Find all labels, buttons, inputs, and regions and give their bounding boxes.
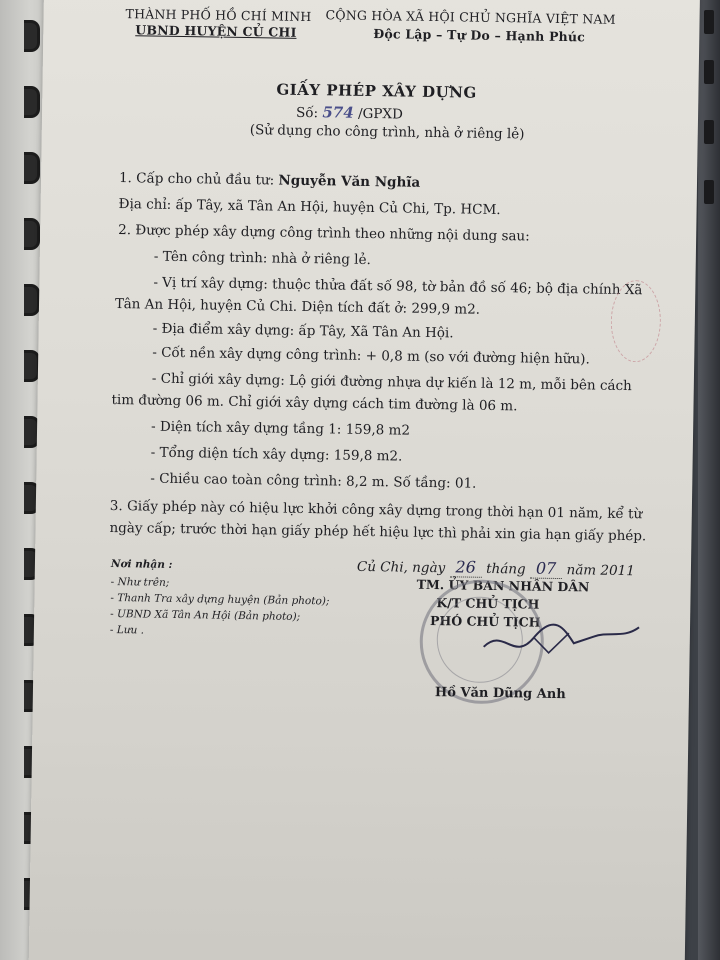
item-3-cont: ngày cấp; trước thời hạn giấy phép hết hiệu lực thì phải xin gia hạn giấy phép.	[109, 519, 647, 545]
line-location: - Vị trí xây dựng: thuộc thửa đất số 98, tờ bản đồ số 46; bộ địa chính Xã	[153, 274, 643, 299]
handwritten-signature-icon	[473, 607, 644, 680]
line-location-cont: Tân An Hội, huyện Củ Chi. Diện tích đất ở: 299,9 m2.	[114, 296, 481, 318]
binder-tab	[704, 10, 714, 34]
permit-number-label: Số:	[295, 104, 319, 122]
signer-name: Hồ Văn Dũng Anh	[434, 685, 566, 703]
line-area-floor1: - Diện tích xây dựng tầng 1: 159,8 m2	[150, 418, 411, 439]
binder-tab	[704, 180, 714, 204]
date-day: 26	[449, 557, 482, 578]
permit-page	[28, 0, 699, 960]
recipient-item: - Lưu .	[109, 623, 145, 637]
line-boundary: - Chỉ giới xây dựng: Lộ giới đường nhựa dự kiến là 12 m, mỗi bên cách	[151, 370, 632, 395]
line-floor-level: - Cốt nền xây dựng công trình: + 0,8 m (so với đường hiện hữu).	[152, 344, 590, 368]
owner-name: Nguyễn Văn Nghĩa	[278, 172, 421, 191]
signer-org: TM. ỦY BAN NHÂN DÂN	[416, 576, 590, 595]
approval-stamp-icon	[610, 280, 661, 363]
line-site: - Địa điểm xây dựng: ấp Tây, Xã Tân An Hội.	[152, 320, 454, 342]
permit-number-suffix: /GPXD	[357, 105, 404, 123]
header-republic: CỘNG HÒA XÃ HỘI CHỦ NGHĨA VIỆT NAM	[325, 7, 616, 27]
permit-number	[296, 103, 403, 123]
binder-right-edge	[698, 0, 720, 960]
binder-ring-icon	[24, 152, 40, 184]
item-1-label: 1. Cấp cho chủ đầu tư:	[118, 170, 275, 189]
date-month: 07	[530, 559, 563, 580]
permit-number-value: 574	[322, 103, 354, 122]
recipient-item: - UBND Xã Tân An Hội (Bản photo);	[110, 607, 301, 623]
recipient-item: - Như trên;	[110, 575, 170, 589]
permit-usage: (Sử dụng cho công trình, nhà ở riêng lẻ)	[249, 122, 525, 143]
line-project-name: - Tên công trình: nhà ở riêng lẻ.	[153, 248, 371, 269]
header-district: UBND HUYỆN CỦ CHI	[135, 22, 297, 40]
date-year: năm 2011	[566, 562, 635, 580]
item-1	[119, 170, 420, 191]
date-prefix: Củ Chi, ngày	[356, 558, 446, 577]
date-month-label: tháng	[486, 560, 526, 578]
binder-ring-icon	[24, 218, 40, 250]
binder-tab	[704, 120, 714, 144]
binder-ring-icon	[24, 284, 40, 316]
line-height: - Chiều cao toàn công trình: 8,2 m. Số tầng: 01.	[150, 470, 477, 492]
item-3: 3. Giấy phép này có hiệu lực khởi công xây dựng trong thời hạn 01 năm, kể từ	[109, 497, 643, 523]
signer-position: PHÓ CHỦ TỊCH	[429, 612, 541, 630]
header-city: THÀNH PHỐ HỒ CHÍ MINH	[125, 6, 312, 25]
binder-ring-icon	[24, 86, 40, 118]
binder-ring-icon	[24, 20, 40, 52]
recipients-title: Nơi nhận :	[110, 557, 173, 571]
page-title: GIẤY PHÉP XÂY DỰNG	[276, 80, 477, 102]
item-2-title: 2. Được phép xây dựng công trình theo những nội dung sau:	[118, 222, 530, 245]
binder-tab	[704, 60, 714, 84]
recipient-item: - Thanh Tra xây dựng huyện (Bản photo);	[110, 591, 330, 608]
issue-date	[357, 556, 635, 579]
line-area-total: - Tổng diện tích xây dựng: 159,8 m2.	[150, 444, 403, 465]
line-boundary-cont: tim đường 06 m. Chỉ giới xây dựng cách tim đường là 06 m.	[111, 391, 518, 415]
header-motto: Độc Lập – Tự Do – Hạnh Phúc	[373, 26, 586, 45]
signer-delegation: K/T CHỦ TỊCH	[436, 595, 540, 612]
owner-address: Địa chỉ: ấp Tây, xã Tân An Hội, huyện Củ Chi, Tp. HCM.	[118, 196, 501, 219]
